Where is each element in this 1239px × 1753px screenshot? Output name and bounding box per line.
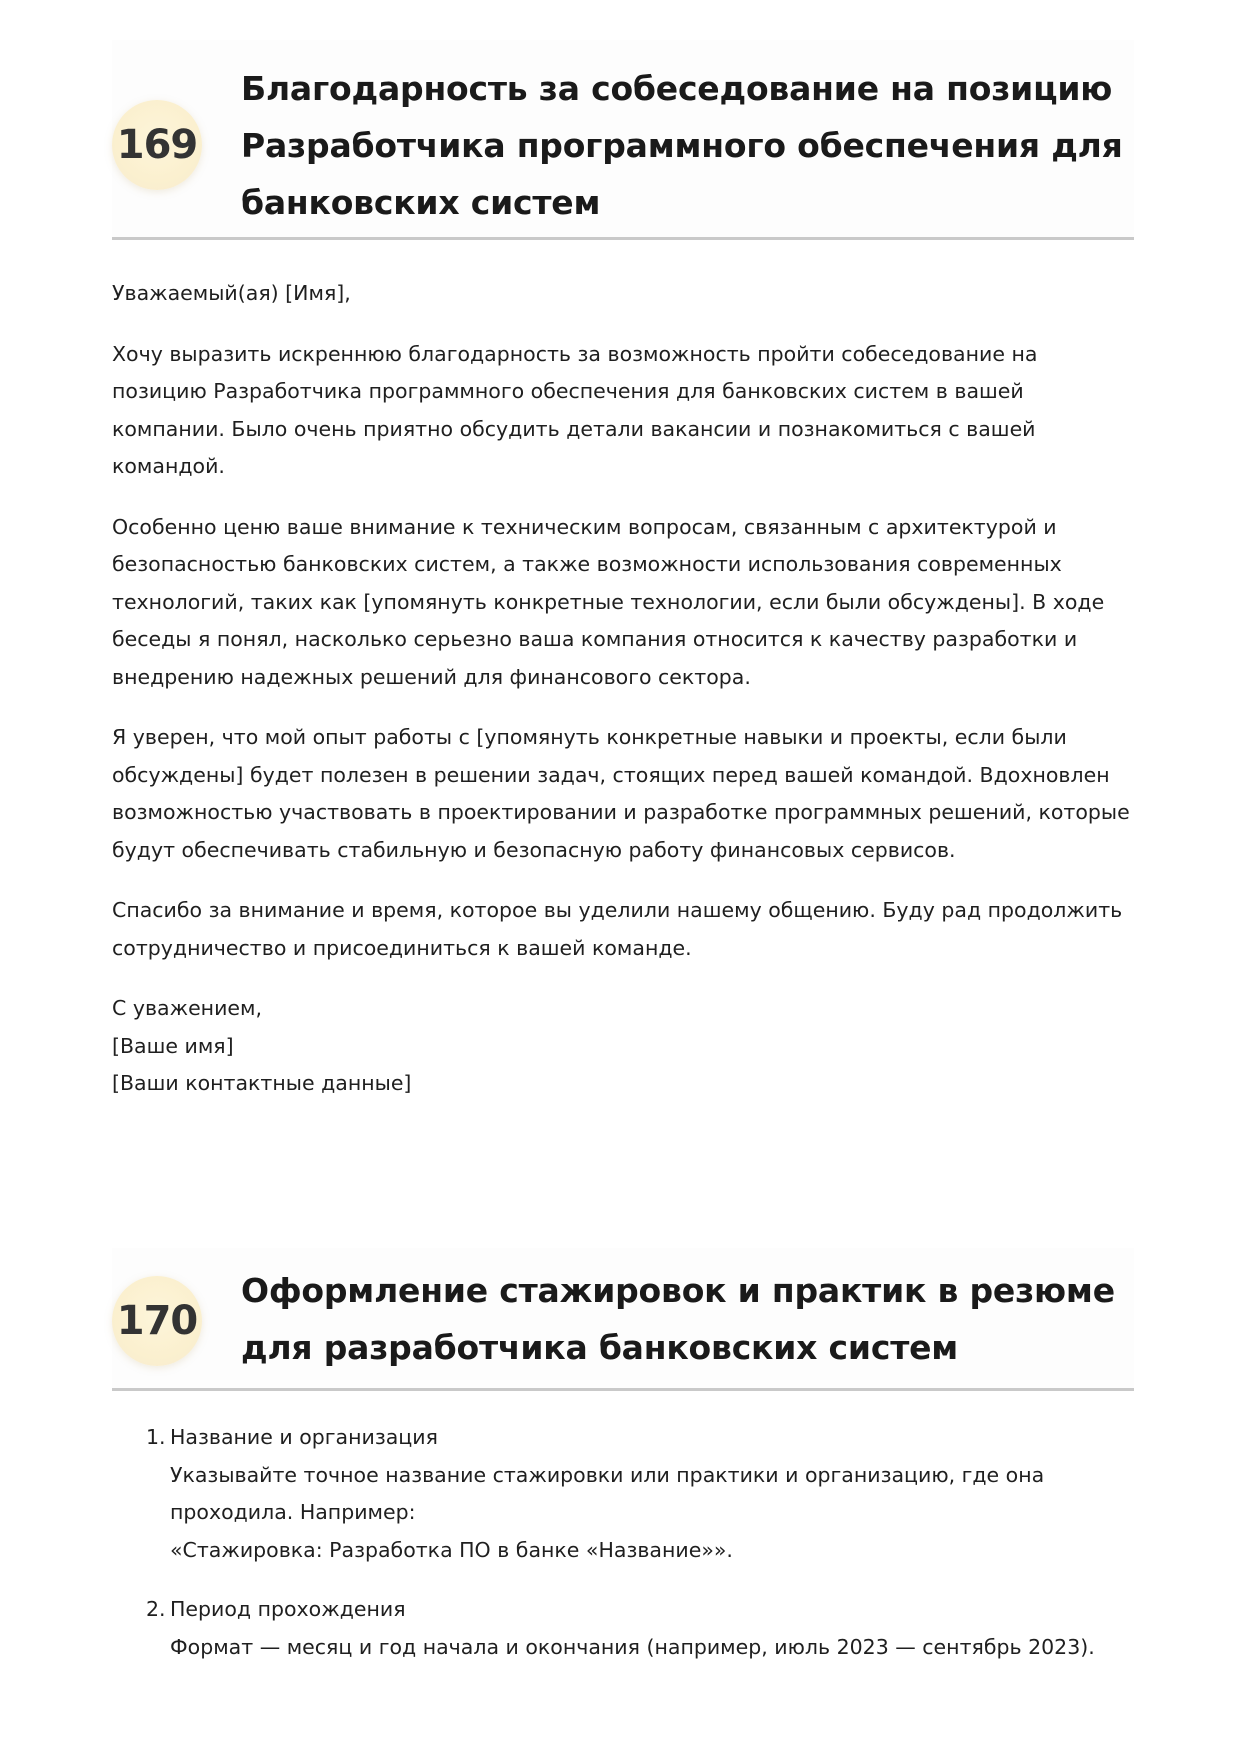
letter-paragraph-3: Я уверен, что мой опыт работы с [упомянуть конкретные навыки и проекты, если были обсуждены] будет полезен в решении задач, стоящих перед вашей командой. Вдохновлен возможностью участвовать в проектировании и разработке программных решений, которые будут обеспечивать стабильную и безопасную работу финансовых сервисов. bbox=[112, 725, 1130, 862]
letter-closing: С уважением, bbox=[112, 996, 263, 1020]
section-title: Оформление стажировок и практик в резюме для разработчика банковских систем bbox=[241, 1271, 1115, 1367]
internship-tips-list bbox=[112, 1419, 1134, 1688]
letter-signature bbox=[112, 990, 1134, 1103]
section-170-header bbox=[112, 1248, 1134, 1391]
letter-paragraph-4: Спасибо за внимание и время, которое вы уделили нашему общению. Буду рад продолжить сотрудничество и присоединиться к вашей команде. bbox=[112, 898, 1123, 960]
section-number-badge: 170 bbox=[112, 1276, 202, 1366]
letter-paragraph-2: Особенно ценю ваше внимание к техническим вопросам, связанным с архитектурой и безопасностью банковских систем, а также возможности использования современных технологий, таких как [упомянуть конкретные технологии, если были обсуждены]. В ходе беседы я понял, насколько серьезно ваша компания относится к качеству разработки и внедрению надежных решений для финансового сектора. bbox=[112, 514, 1105, 689]
list-item-heading: Период прохождения bbox=[170, 1597, 406, 1621]
list-item-heading: Название и организация bbox=[170, 1425, 438, 1449]
list-item-example: «Стажировка: Разработка ПО в банке «Название»». bbox=[170, 1537, 733, 1562]
list-item-text: Указывайте точное название стажировки или практики и организацию, где она проходила. Например: bbox=[170, 1462, 1045, 1524]
list-item bbox=[112, 1591, 1134, 1666]
section-title: Благодарность за собеседование на позицию Разработчика программного обеспечения для банковских систем bbox=[241, 69, 1123, 222]
section-169-header bbox=[112, 40, 1134, 240]
list-item-text: Формат — месяц и год начала и окончания (например, июль 2023 — сентябрь 2023). bbox=[170, 1634, 1095, 1659]
letter-signature-contacts: [Ваши контактные данные] bbox=[112, 1071, 412, 1095]
list-item bbox=[112, 1419, 1134, 1569]
letter-body bbox=[112, 275, 1134, 1126]
letter-greeting: Уважаемый(ая) [Имя], bbox=[112, 281, 351, 305]
list-item-number: 1. bbox=[146, 1425, 166, 1449]
letter-signature-name: [Ваше имя] bbox=[112, 1033, 234, 1058]
letter-paragraph-1: Хочу выразить искреннюю благодарность за возможность пройти собеседование на позицию Разработчика программного обеспечения для банковских систем в вашей компании. Было очень приятно обсудить детали вакансии и познакомиться с вашей командой. bbox=[112, 341, 1038, 478]
section-number-badge: 169 bbox=[112, 100, 202, 190]
list-item-number: 2. bbox=[146, 1597, 166, 1621]
